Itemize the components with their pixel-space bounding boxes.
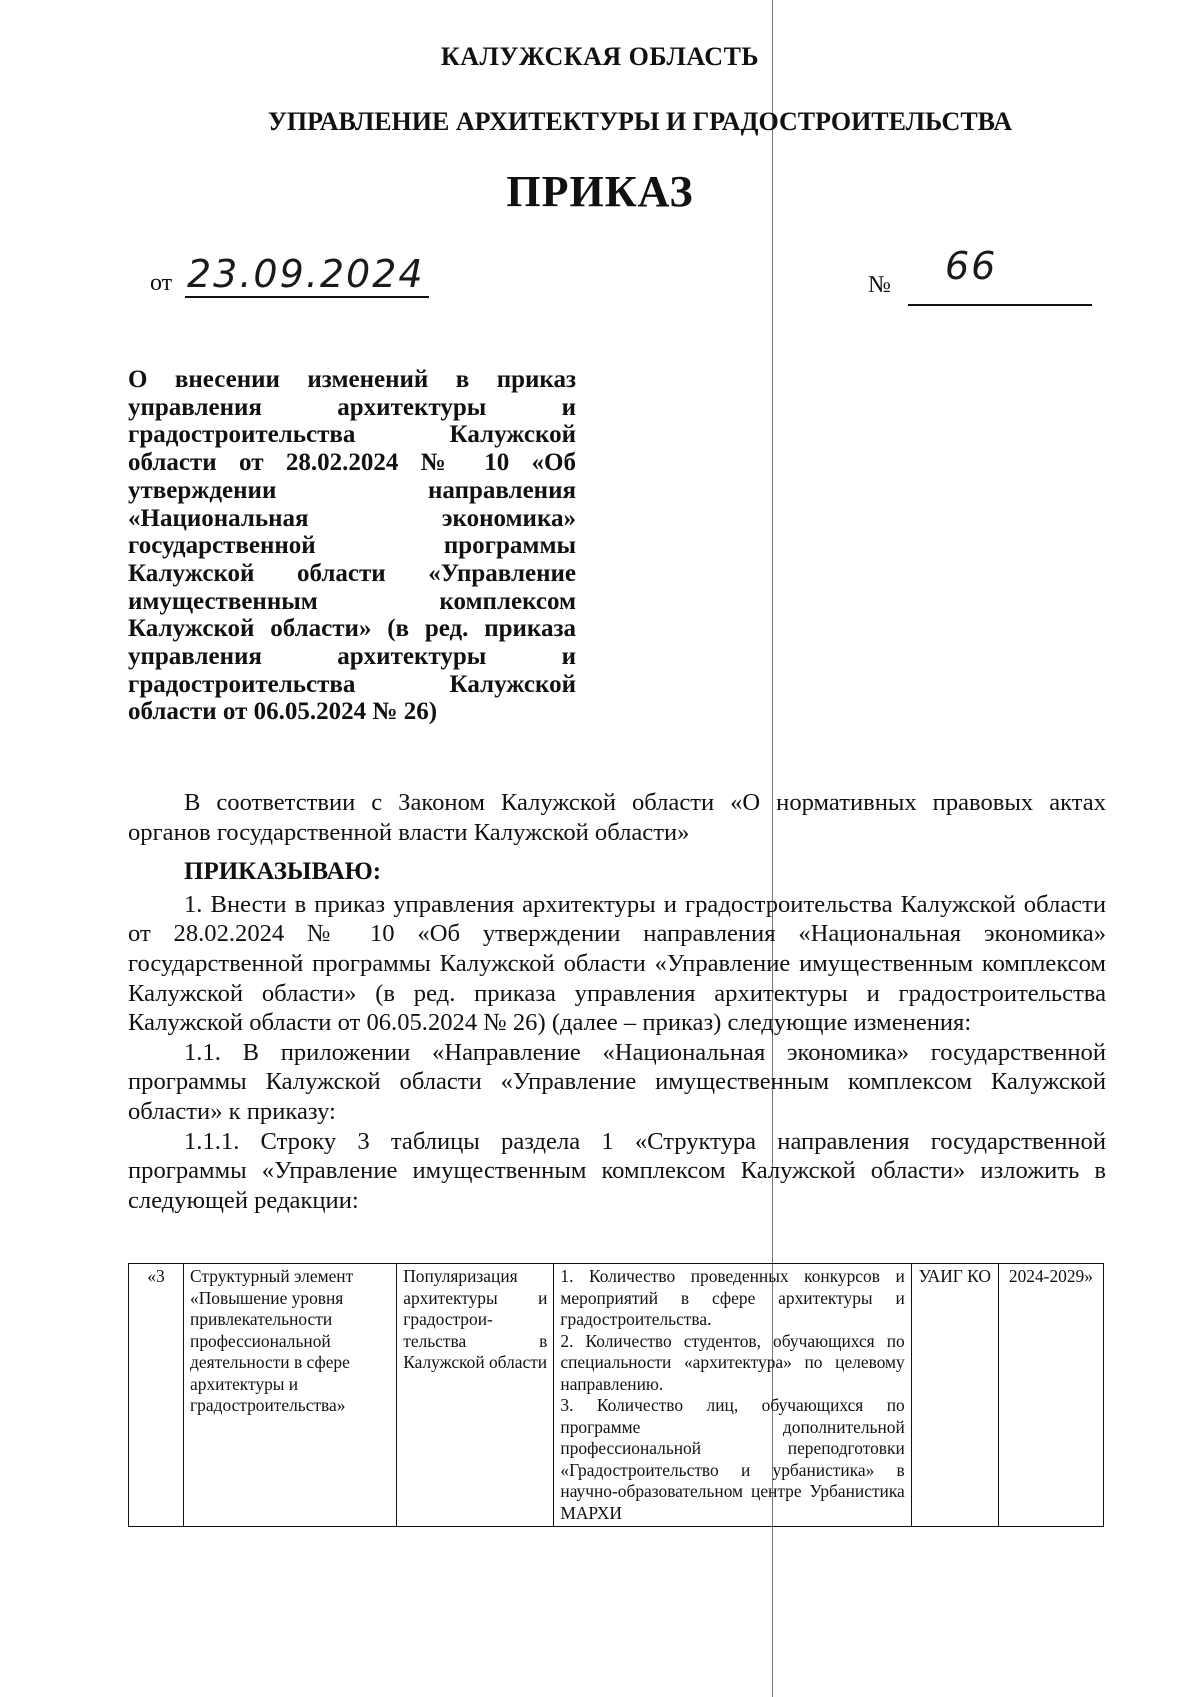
date-label: от bbox=[150, 270, 173, 296]
number-label: № bbox=[868, 272, 891, 298]
order-subject: О внесении изменений в приказ управления архитектуры и градостроительства Калужской области от 28.02.2024 № 10 «Об утверждении направления «Национальная экономика» государственной программы Калужской области «Управление имущественным комплексом Калужской области» (в ред. приказа управления архитектуры и градостроительства Калужской области от 06.05.2024 № 26) bbox=[128, 366, 576, 726]
structural-element-cell: Структурный элемент «Повышение уровня привлекательности профессиональной деятельности в сфере архитектуры и градостроительства» bbox=[184, 1264, 397, 1527]
indicator-item: 3. Количество лиц, обучающихся по программе дополнительной профессиональной переподготовки «Градостроительство и урбанистика» в научно-образовательном центре Урбанистика МАРХИ bbox=[560, 1395, 905, 1523]
indicator-item: 2. Количество студентов, обучающихся по специальности «архитектура» по целевому направлению. bbox=[560, 1330, 905, 1394]
table-row bbox=[129, 1264, 1104, 1527]
preamble-paragraph: В соответствии с Законом Калужской области «О нормативных правовых актах органов государственной власти Калужской области» bbox=[128, 789, 1106, 846]
order-body bbox=[128, 788, 1106, 1215]
item-1-paragraph: 1. Внести в приказ управления архитектуры и градостроительства Калужской области от 28.02.2024 № 10 «Об утверждении направления «Национальная экономика» государственной программы Калужской области «Управление имущественным комплексом Калужской области» (в ред. приказа управления архитектуры и градостроительства Калужской области от 06.05.2024 № 26) (далее – приказ) следующие изменения: bbox=[128, 890, 1106, 1037]
department-heading: УПРАВЛЕНИЕ АРХИТЕКТУРЫ И ГРАДОСТРОИТЕЛЬСТВА bbox=[267, 107, 1013, 136]
indicators-cell bbox=[554, 1264, 911, 1527]
period-cell: 2024-2029» bbox=[998, 1264, 1103, 1527]
task-cell: Популяризация архитектуры и градострои-тельства в Калужской области bbox=[397, 1264, 554, 1527]
order-directive: ПРИКАЗЫВАЮ: bbox=[184, 858, 382, 886]
region-heading: КАЛУЖСКАЯ ОБЛАСТЬ bbox=[440, 42, 760, 71]
responsible-cell: УАИГ КО bbox=[911, 1264, 998, 1527]
row-number-cell: «3 bbox=[129, 1264, 184, 1527]
number-underline bbox=[908, 304, 1092, 306]
item-1-1-paragraph: 1.1. В приложении «Направление «Национальная экономика» государственной программы Калужской области «Управление имущественным комплексом Калужской области» к приказу: bbox=[128, 1038, 1106, 1125]
item-1-1-1-paragraph: 1.1.1. Строку 3 таблицы раздела 1 «Структура направления государственной программы «Управление имущественным комплексом Калужской области» изложить в следующей редакции: bbox=[128, 1127, 1106, 1214]
structure-table bbox=[128, 1263, 1104, 1527]
date-value: 23.09.2024 bbox=[185, 252, 429, 298]
document-type-title: ПРИКАЗ bbox=[506, 167, 694, 216]
number-value: 66 bbox=[945, 244, 998, 288]
indicator-item: 1. Количество проведенных конкурсов и мероприятий в сфере архитектуры и градостроительства. bbox=[560, 1266, 905, 1329]
